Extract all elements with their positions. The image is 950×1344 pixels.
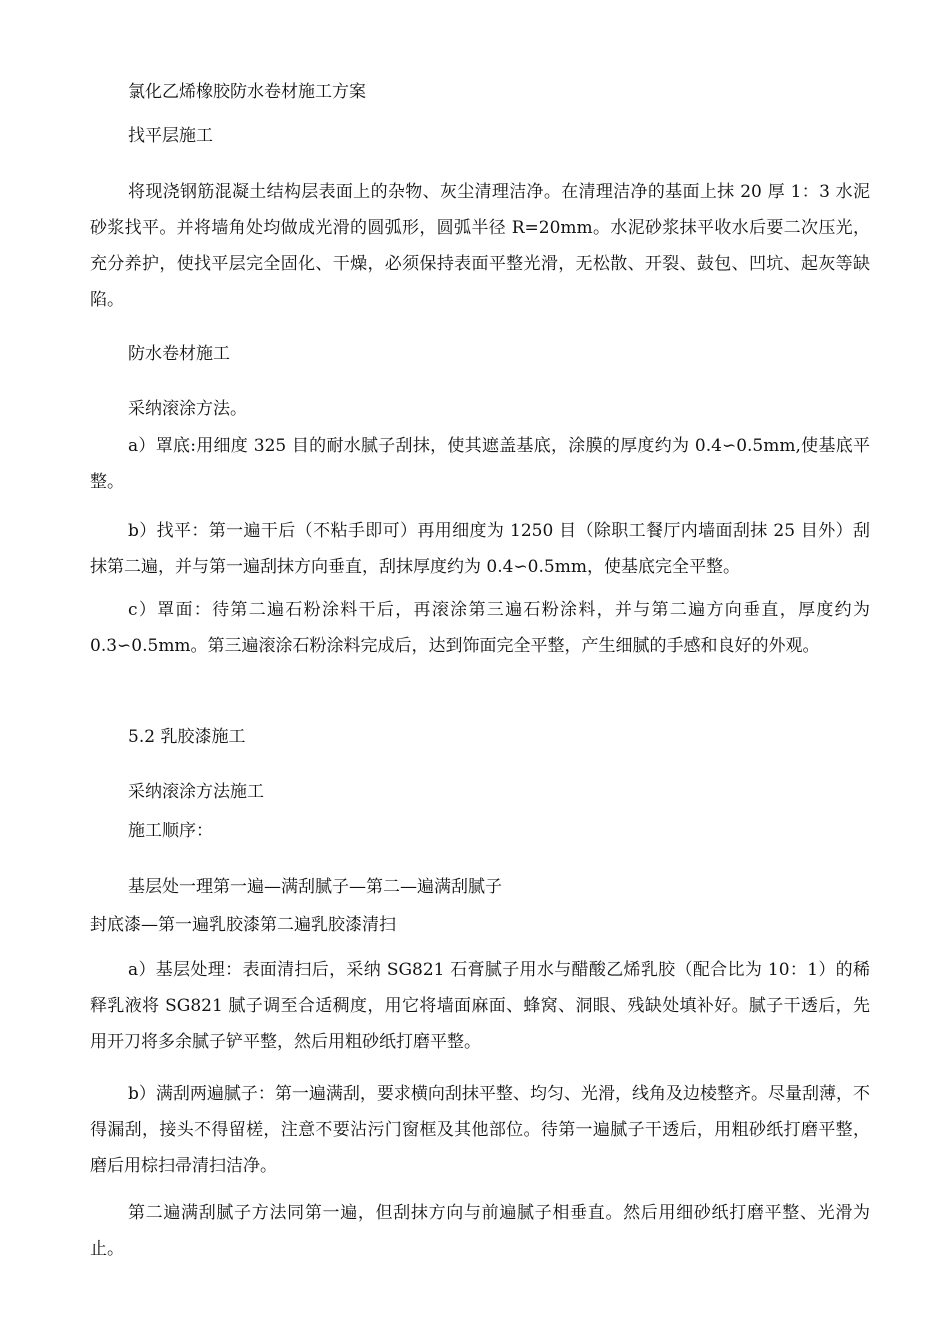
paragraph-base-treatment: a）基层处理：表面清扫后，采纳 SG821 石膏腻子用水与醋酸乙烯乳胶（配合比为 10：1）的稀释乳液将 SG821 腻子调至合适稠度，用它将墙面麻面、蜂窝、洞眼、残缺处填补好。腻子干透后，先用开刀将多余腻子铲平整，然后用粗砂纸打磨平整。 xyxy=(90,960,870,1052)
paragraph-step-b: b）找平：第一遍干后（不粘手即可）再用细度为 1250 目（除职工餐厅内墙面刮抹 25 目外）刮抹第二遍，并与第一遍刮抹方向垂直，刮抹厚度约为 0.4∽0.5mm，使基底完全平整。 xyxy=(90,521,870,577)
paragraph-sequence-label: 施工顺序： xyxy=(128,821,213,841)
section-heading-leveling: 找平层施工 xyxy=(128,126,213,146)
paragraph-roller-method: 采纳滚涂方法施工 xyxy=(128,782,264,802)
paragraph-step-a: a）罩底:用细度 325 目的耐水腻子刮抹，使其遮盖基底，涂膜的厚度约为 0.4∽0.5mm,使基底平整。 xyxy=(90,436,870,492)
paragraph-sequence-line-2: 封底漆—第一遍乳胶漆第二遍乳胶漆清扫 xyxy=(90,915,396,935)
section-heading-latex-paint: 5.2 乳胶漆施工 xyxy=(128,727,246,747)
paragraph-step-c: c）罩面：待第二遍石粉涂料干后，再滚涂第三遍石粉涂料，并与第二遍方向垂直，厚度约为 0.3∽0.5mm。第三遍滚涂石粉涂料完成后，达到饰面完全平整，产生细腻的手感和良好的外观。 xyxy=(90,600,870,656)
paragraph-putty-two-coats: b）满刮两遍腻子：第一遍满刮，要求横向刮抹平整、均匀、光滑，线角及边棱整齐。尽量刮薄，不得漏刮，接头不得留槎，注意不要沾污门窗框及其他部位。待第一遍腻子干透后，用粗砂纸打磨平整，磨后用棕扫帚清扫洁净。 xyxy=(90,1084,870,1176)
paragraph-sequence-line-1: 基层处一理第一遍—满刮腻子—第二—遍满刮腻子 xyxy=(128,877,502,897)
paragraph-method: 采纳滚涂方法。 xyxy=(128,399,247,419)
section-heading-membrane: 防水卷材施工 xyxy=(128,344,230,364)
paragraph-leveling: 将现浇钢筋混凝土结构层表面上的杂物、灰尘清理洁净。在清理洁净的基面上抹 20 厚 1：3 水泥砂浆找平。并将墙角处均做成光滑的圆弧形，圆弧半径 R=20mm。水泥砂浆抹平收水后要二次压光，充分养护，使找平层完全固化、干燥，必须保持表面平整光滑，无松散、开裂、鼓包、凹坑、起灰等缺陷。 xyxy=(90,182,870,310)
paragraph-second-putty: 第二遍满刮腻子方法同第一遍，但刮抹方向与前遍腻子相垂直。然后用细砂纸打磨平整、光滑为止。 xyxy=(90,1203,870,1259)
document-title: 氯化乙烯橡胶防水卷材施工方案 xyxy=(128,82,366,102)
